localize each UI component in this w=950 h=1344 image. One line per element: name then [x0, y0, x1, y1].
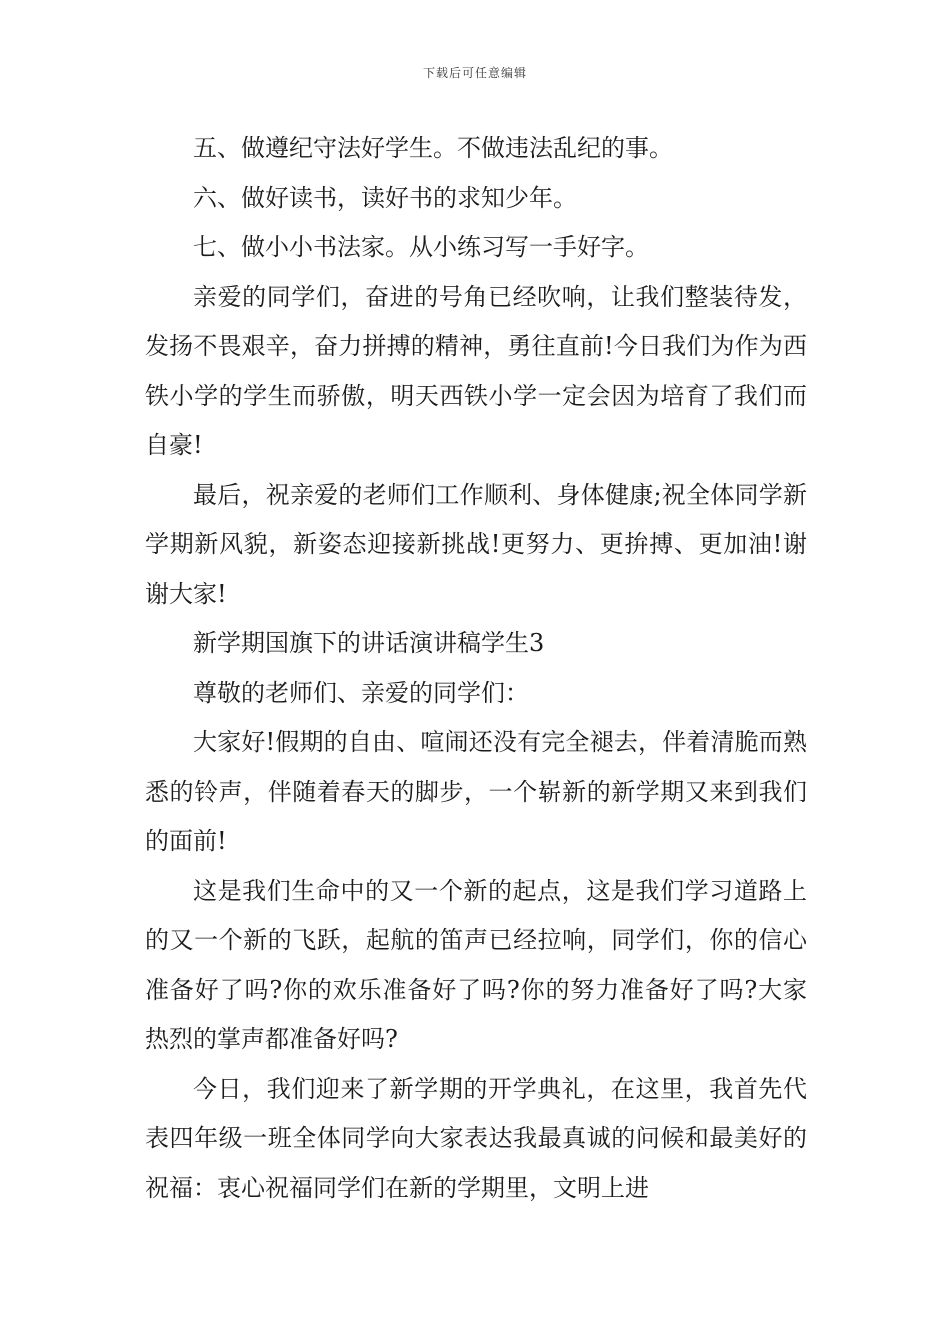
paragraph-8: 大家好!假期的自由、喧闹还没有完全褪去，伴着清脆而熟悉的铃声，伴随着春天的脚步，一个崭新的新学期又来到我们的面前! — [145, 728, 807, 855]
paragraph-4: 亲爱的同学们，奋进的号角已经吹响，让我们整装待发，发扬不畏艰辛，奋力拼搏的精神，勇往直前!今日我们为作为西铁小学的学生而骄傲，明天西铁小学一定会因为培育了我们而自豪! — [145, 282, 807, 459]
section-title: 新学期国旗下的讲话演讲稿学生3 — [193, 629, 545, 657]
salutation: 尊敬的老师们、亲爱的同学们： — [193, 678, 529, 707]
paragraph-2: 六、做好读书，读好书的求知少年。 — [193, 183, 577, 212]
document-body — [145, 124, 807, 1213]
paragraph-5: 最后，祝亲爱的老师们工作顺利、身体健康;祝全体同学新学期新风貌，新姿态迎接新挑战!更努力、更拚搏、更加油!谢谢大家! — [145, 480, 807, 608]
paragraph-10: 今日，我们迎来了新学期的开学典礼，在这里，我首先代表四年级一班全体同学向大家表达我最真诚的问候和最美好的祝福：衷心祝福同学们在新的学期里，文明上进 — [145, 1074, 807, 1202]
paragraph-1: 五、做遵纪守法好学生。不做违法乱纪的事。 — [193, 134, 673, 162]
paragraph-9: 这是我们生命中的又一个新的起点，这是我们学习道路上的又一个新的飞跃，起航的笛声已经拉响，同学们，你的信心准备好了吗?你的欢乐准备好了吗?你的努力准备好了吗?大家热烈的掌声都准备好吗? — [145, 876, 807, 1053]
page-header: 下载后可任意编辑 — [422, 66, 527, 80]
paragraph-3: 七、做小小书法家。从小练习写一手好字。 — [193, 233, 649, 261]
